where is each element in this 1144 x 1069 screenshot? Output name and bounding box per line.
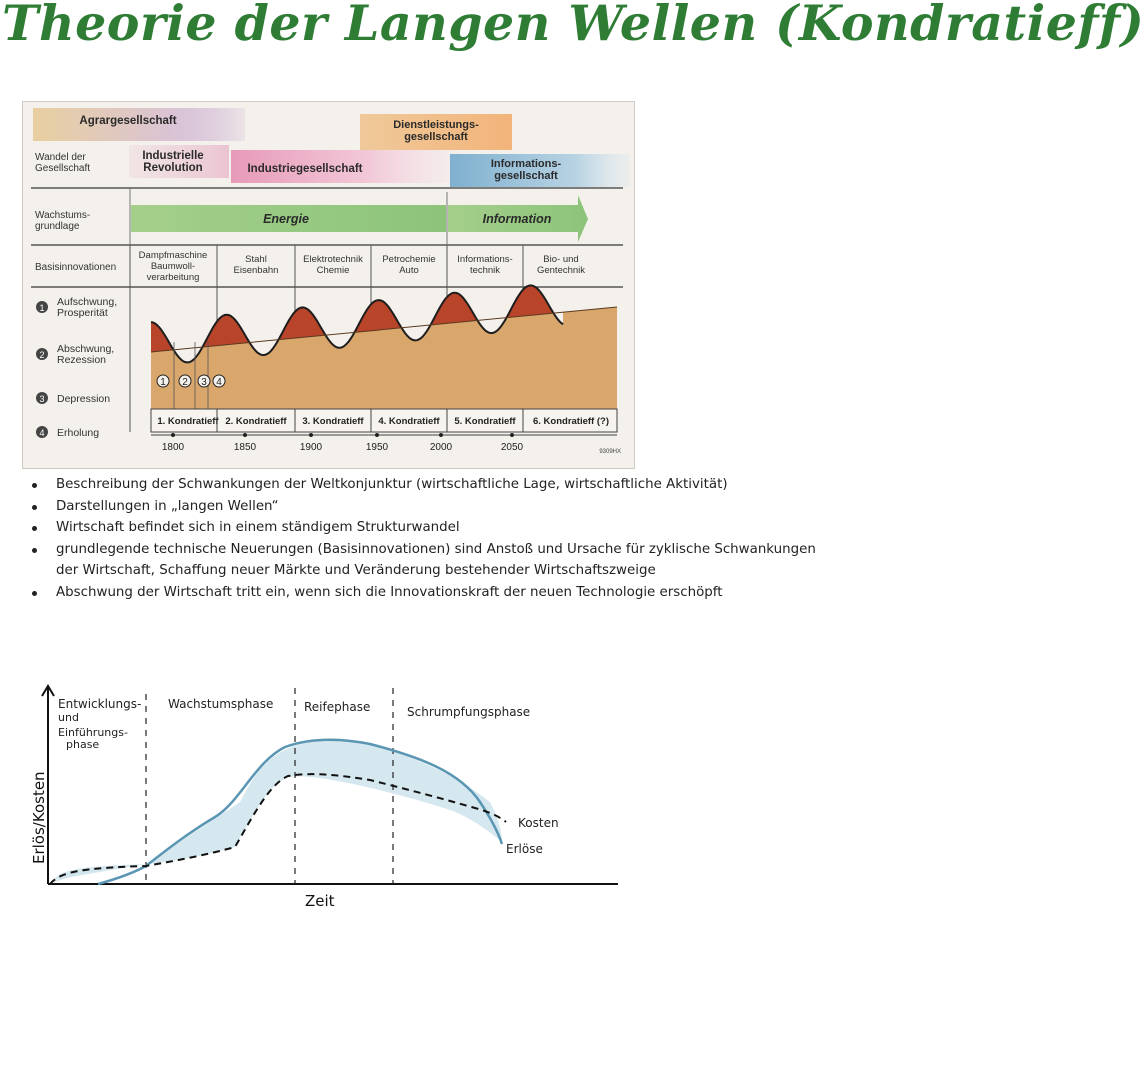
- bullet-item: Wirtschaft befindet sich in einem ständigem Strukturwandel: [30, 517, 820, 539]
- y-axis-label: Erlös/Kosten: [30, 771, 48, 864]
- inf-line-1: Informations-: [490, 158, 562, 170]
- ir-line-2: Revolution: [143, 162, 203, 174]
- society-information-label: [491, 158, 562, 182]
- year-1850: 1850: [233, 442, 257, 453]
- legend-erloese: Erlöse: [506, 842, 543, 856]
- bullet-item: grundlegende technische Neuerungen (Basisinnovationen) sind Anstoß und Ursache für zyklische Schwankungen der Wirtschaft, Schaffung neuer Märkte und Veränderung bestehender Wirtschaftszweige: [30, 539, 820, 582]
- ir-line-1: Industrielle: [142, 150, 204, 162]
- source-code: 9309HX: [599, 449, 621, 455]
- society-agrar-label: Agrargesellschaft: [79, 115, 177, 127]
- innovation-labels: [139, 250, 586, 283]
- wave-label-5: 5. Kondratieff: [454, 416, 516, 427]
- lifecycle-svg: [20, 672, 630, 922]
- society-industrielle-revolution-label: [142, 150, 203, 174]
- society-dienstleistung-label: [393, 119, 479, 143]
- row-label-wandel: Wandel der Gesellschaft: [35, 152, 91, 174]
- legend-kosten: Kosten: [518, 816, 559, 830]
- bullet-item: Darstellungen in „langen Wellen“: [30, 496, 820, 518]
- kondratieff-chart: [23, 102, 634, 468]
- wave-label-1: 1. Kondratieff: [157, 416, 219, 427]
- year-2000: 2000: [429, 442, 453, 453]
- phase-row-4-label: Erholung: [57, 427, 100, 439]
- phase-row-labels: [36, 296, 117, 439]
- row-label-wachstum: Wachstums-grundlage: [35, 210, 91, 232]
- phase-marker-2: 2: [182, 377, 188, 388]
- innovation-2: Stahl Eisenbahn: [233, 254, 279, 276]
- phase-row-1-num: 1: [39, 303, 45, 313]
- innovation-1: Dampfmaschine Baumwoll-verarbeitung: [138, 250, 208, 283]
- innovation-4: Petrochemie Auto: [382, 254, 436, 276]
- year-2050: 2050: [500, 442, 524, 453]
- phase-row-2-num: 2: [39, 350, 45, 360]
- dl-line-2: gesellschaft: [404, 131, 468, 143]
- wave-label-6: 6. Kondratieff (?): [533, 416, 609, 427]
- wave-label-3: 3. Kondratieff: [302, 416, 364, 427]
- phase-row-4-num: 4: [39, 428, 45, 438]
- growth-information-label: Information: [482, 212, 552, 226]
- lifecycle-sketch: [20, 672, 630, 922]
- phase-marker-3: 3: [201, 377, 207, 388]
- dl-line-1: Dienstleistungs-: [393, 119, 479, 131]
- row-label-basis: Basisinnovationen: [35, 262, 117, 273]
- wave-label-2: 2. Kondratieff: [225, 416, 287, 427]
- bullet-item: Abschwung der Wirtschaft tritt ein, wenn sich die Innovationskraft der neuen Technologie erschöpft: [30, 582, 820, 604]
- lifecycle-fill: [50, 740, 502, 884]
- phase-label-schrumpfung: Schrumpfungsphase: [407, 705, 531, 719]
- wave-label-4: 4. Kondratieff: [378, 416, 440, 427]
- kondratieff-figure: [22, 101, 635, 469]
- wave-labels: [157, 416, 609, 427]
- phase-row-2-label: Abschwung, Rezession: [57, 343, 115, 366]
- phase-row-1-label: Aufschwung, Prosperität: [57, 296, 118, 319]
- society-industrie-label: Industriegesellschaft: [247, 163, 363, 175]
- year-1900: 1900: [299, 442, 323, 453]
- phase-row-3-label: Depression: [57, 393, 111, 405]
- x-axis-label: Zeit: [305, 892, 335, 910]
- phase-row-3-num: 3: [39, 394, 45, 404]
- phase-label-einfuehrung: Entwicklungs-und Einführungs-phase: [58, 697, 142, 751]
- page-title: Theorie der Langen Wellen (Kondratieff): [2, 0, 1144, 52]
- bullet-list: [30, 474, 820, 603]
- inf-line-2: gesellschaft: [494, 170, 558, 182]
- growth-energie-label: Energie: [263, 212, 309, 226]
- innovation-6: Bio- und Gentechnik: [536, 254, 586, 276]
- year-labels: [162, 433, 524, 453]
- innovation-5: Informations-technik: [457, 254, 513, 276]
- innovation-3: Elektrotechnik Chemie: [303, 254, 363, 276]
- phase-label-wachstum: Wachstumsphase: [168, 697, 274, 711]
- year-1950: 1950: [365, 442, 389, 453]
- year-1800: 1800: [161, 442, 185, 453]
- phase-label-reife: Reifephase: [304, 700, 371, 714]
- phase-marker-1: 1: [160, 377, 166, 388]
- phase-marker-4: 4: [216, 377, 222, 388]
- bullet-item: Beschreibung der Schwankungen der Weltkonjunktur (wirtschaftliche Lage, wirtschaftliche Aktivität): [30, 474, 820, 496]
